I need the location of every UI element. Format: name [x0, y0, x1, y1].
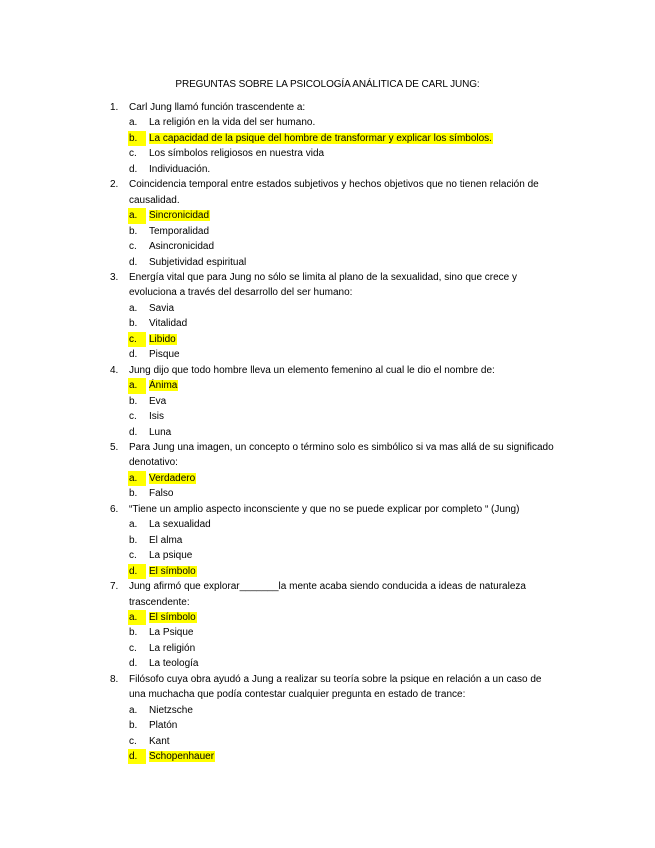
- answer-option: [129, 625, 560, 640]
- question-text: “Tiene un amplio aspecto inconsciente y que no se puede explicar por completo “ (Jung): [129, 503, 520, 515]
- question-number: 3.: [110, 271, 119, 283]
- option-text: Individuación.: [149, 163, 211, 175]
- answer-option: [129, 146, 560, 161]
- option-letter: d.: [129, 256, 138, 268]
- option-text: Temporalidad: [149, 225, 210, 237]
- option-letter: b.: [128, 131, 146, 146]
- option-letter: b.: [129, 395, 138, 407]
- answer-option: [129, 316, 560, 331]
- option-text: El alma: [149, 534, 183, 546]
- answer-options: [129, 471, 560, 502]
- option-letter: b.: [129, 534, 138, 546]
- option-letter: b.: [129, 627, 138, 639]
- question-number: 1.: [110, 102, 119, 113]
- answer-options: [129, 517, 560, 579]
- question-text: Jung dijo que todo hombre lleva un elemento femenino al cual le dio el nombre de:: [129, 364, 495, 376]
- answer-option: [129, 548, 560, 563]
- option-text: La capacidad de la psique del hombre de transformar y explicar los símbolos.: [149, 132, 492, 144]
- option-text: La religión en la vida del ser humano.: [149, 117, 316, 129]
- option-letter: d.: [129, 163, 138, 175]
- option-letter: d.: [128, 564, 146, 579]
- option-text: Los símbolos religiosos en nuestra vida: [149, 148, 325, 160]
- answer-options: [129, 301, 560, 363]
- question-number: 8.: [110, 673, 119, 685]
- option-text: Ánima: [149, 380, 178, 392]
- question-text: Energía vital que para Jung no sólo se limita al plano de la sexualidad, sino que crece y evoluciona a través del desarrollo del ser humano:: [129, 271, 518, 299]
- option-letter: a.: [129, 704, 138, 716]
- option-text: La sexualidad: [149, 519, 211, 531]
- question-item: [110, 363, 560, 440]
- question-item: [110, 502, 560, 579]
- option-letter: c.: [129, 241, 137, 253]
- question-item: [110, 270, 560, 363]
- question-item: [110, 440, 560, 502]
- answer-option: [129, 486, 560, 501]
- option-text: Platón: [149, 720, 178, 732]
- answer-option: [129, 394, 560, 409]
- answer-option: [129, 347, 560, 362]
- answer-option: [129, 162, 560, 177]
- question-item: [110, 672, 560, 765]
- answer-option: [129, 301, 560, 316]
- question-text: Filósofo cuya obra ayudó a Jung a realizar su teoría sobre la psique en relación a un caso de una muchacha que podía contestar cualquier pregunta en estado de trance:: [129, 673, 542, 701]
- option-text: Schopenhauer: [149, 751, 215, 763]
- answer-option-highlighted: [129, 610, 560, 625]
- answer-option-highlighted: [129, 378, 560, 393]
- option-text: Verdadero: [149, 472, 196, 484]
- answer-options: [129, 378, 560, 440]
- option-letter: c.: [128, 332, 146, 347]
- option-letter: c.: [129, 550, 137, 562]
- option-letter: c.: [129, 642, 137, 654]
- answer-options: [129, 610, 560, 672]
- option-letter: d.: [128, 749, 146, 764]
- question-item: [110, 579, 560, 672]
- question-number: 5.: [110, 441, 119, 453]
- question-text: Coincidencia temporal entre estados subjetivos y hechos objetivos que no tienen relación de causalidad.: [129, 179, 539, 206]
- option-text: Asincronicidad: [149, 241, 215, 253]
- answer-options: [129, 208, 560, 270]
- answer-options: [129, 115, 560, 177]
- answer-option: [129, 115, 560, 130]
- answer-option: [129, 255, 560, 270]
- option-text: La religión: [149, 642, 196, 654]
- option-letter: d.: [129, 658, 138, 670]
- answer-option: [129, 641, 560, 656]
- answer-option-highlighted: [129, 332, 560, 347]
- option-text: Luna: [149, 426, 172, 438]
- option-letter: b.: [129, 225, 138, 237]
- option-letter: b.: [129, 720, 138, 732]
- answer-option: [129, 517, 560, 532]
- question-item: [110, 100, 560, 177]
- answer-option: [129, 224, 560, 239]
- option-text: Vitalidad: [149, 318, 188, 330]
- answer-option: [129, 239, 560, 254]
- option-letter: c.: [129, 411, 137, 423]
- option-text: Nietzsche: [149, 704, 193, 716]
- question-number: 4.: [110, 364, 119, 376]
- option-text: La Psique: [149, 627, 194, 639]
- question-number: 2.: [110, 179, 119, 191]
- option-text: El símbolo: [149, 565, 196, 577]
- option-text: Isis: [149, 411, 164, 423]
- option-letter: d.: [129, 426, 138, 438]
- question-list: [110, 100, 560, 764]
- answer-option: [129, 533, 560, 548]
- option-letter: a.: [128, 610, 146, 625]
- option-letter: a.: [129, 302, 138, 314]
- option-letter: c.: [129, 148, 137, 160]
- question-item: [110, 177, 560, 270]
- answer-option: [129, 734, 560, 749]
- option-text: Subjetividad espiritual: [149, 256, 247, 268]
- option-text: Libido: [149, 333, 176, 345]
- question-number: 6.: [110, 503, 119, 515]
- answer-options: [129, 703, 560, 765]
- option-letter: a.: [128, 378, 146, 393]
- option-text: Sincronicidad: [149, 210, 210, 222]
- option-text: La teología: [149, 658, 199, 670]
- option-letter: a.: [128, 471, 146, 486]
- option-letter: c.: [129, 735, 137, 747]
- answer-option: [129, 425, 560, 440]
- option-text: El símbolo: [149, 611, 196, 623]
- option-text: Falso: [149, 488, 174, 500]
- answer-option: [129, 409, 560, 424]
- option-text: La psique: [149, 550, 193, 562]
- document-title: PREGUNTAS SOBRE LA PSICOLOGÍA ANÁLITICA DE CARL JUNG:: [175, 79, 480, 90]
- question-number: 7.: [110, 581, 119, 593]
- answer-option: [129, 656, 560, 671]
- answer-option-highlighted: [129, 208, 560, 223]
- answer-option: [129, 703, 560, 718]
- question-text: Jung afirmó que explorar_______la mente acaba siendo conducida a ideas de naturaleza trascendente:: [129, 581, 526, 608]
- option-letter: a.: [128, 208, 146, 223]
- option-text: Pisque: [149, 349, 180, 361]
- option-letter: b.: [129, 488, 138, 500]
- option-text: Eva: [149, 395, 167, 407]
- answer-option: [129, 718, 560, 733]
- option-letter: d.: [129, 349, 138, 361]
- option-letter: a.: [129, 519, 138, 531]
- answer-option-highlighted: [129, 131, 560, 146]
- question-text: Para Jung una imagen, un concepto o término solo es simbólico si va mas allá de su significado denotativo:: [129, 441, 554, 469]
- answer-option-highlighted: [129, 564, 560, 579]
- option-letter: b.: [129, 318, 138, 330]
- option-letter: a.: [129, 117, 138, 129]
- answer-option-highlighted: [129, 749, 560, 764]
- answer-option-highlighted: [129, 471, 560, 486]
- option-text: Kant: [149, 735, 170, 747]
- question-text: Carl Jung llamó función trascendente a:: [129, 102, 306, 113]
- option-text: Savia: [149, 302, 175, 314]
